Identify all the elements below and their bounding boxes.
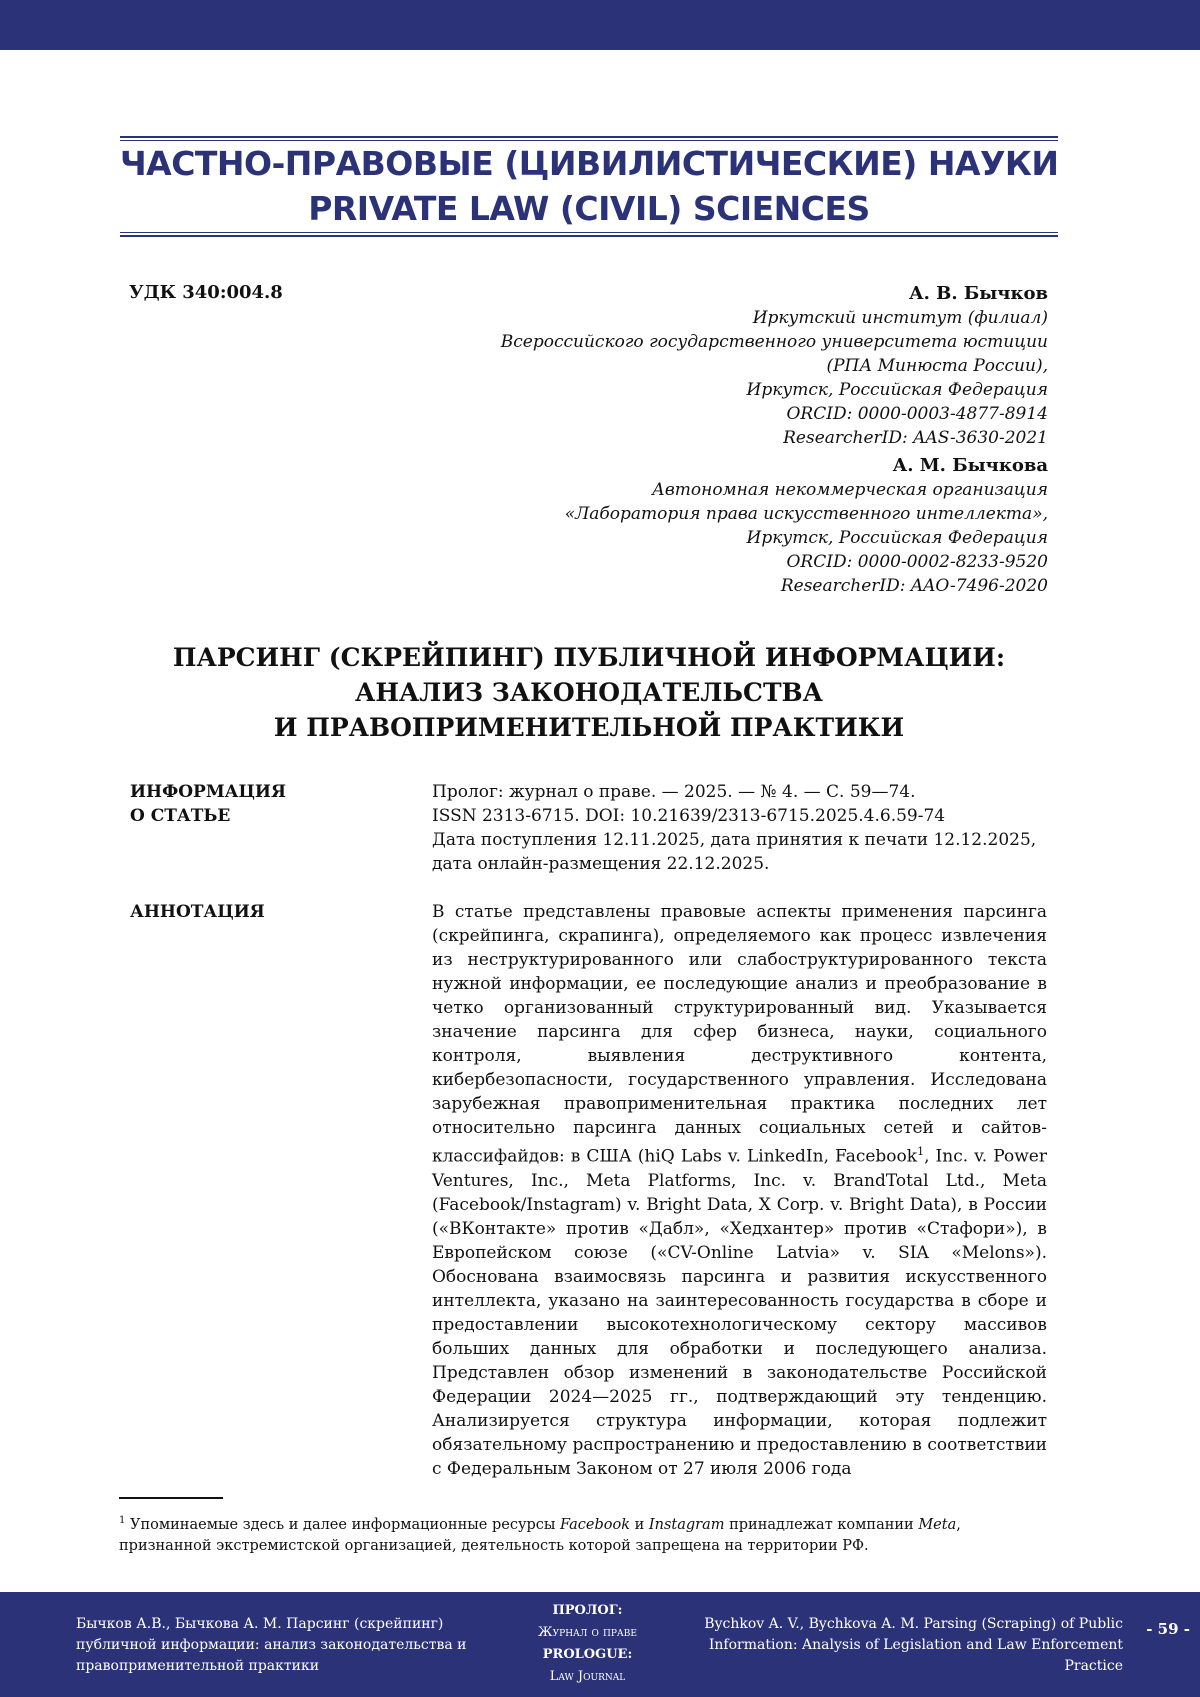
journal-title-en: PROLOGUE: bbox=[542, 1647, 633, 1662]
section-title-ru: ЧАСТНО-ПРАВОВЫЕ (ЦИВИЛИСТИЧЕСКИЕ) НАУКИ bbox=[120, 144, 1059, 183]
issn-doi-line: ISSN 2313-6715. DOI: 10.21639/2313-6715.2025.4.6.59-74 bbox=[432, 806, 946, 826]
affiliation-line: Всероссийского государственного университета юстиции bbox=[500, 332, 1048, 352]
footnote-text: принадлежат компании bbox=[724, 1516, 919, 1533]
info-label bbox=[130, 780, 286, 828]
article-title bbox=[120, 640, 1058, 745]
footnote-text: , признанной экстремистской организацией, деятельность которой запрещена на территории РФ. bbox=[119, 1516, 961, 1554]
researcher-id: ResearcherID: AAS-3630-2021 bbox=[783, 428, 1048, 448]
affiliation-line: «Лаборатория права искусственного интеллекта», bbox=[564, 504, 1048, 524]
section-header bbox=[120, 136, 1058, 238]
footnote-mark: 1 bbox=[119, 1515, 126, 1526]
dates-line: дата онлайн-размещения 22.12.2025. bbox=[432, 854, 770, 874]
footnote-text: Упоминаемые здесь и далее информационные ресурсы bbox=[125, 1516, 561, 1533]
article-title-line: ПАРСИНГ (СКРЕЙПИНГ) ПУБЛИЧНОЙ ИНФОРМАЦИИ: bbox=[172, 643, 1006, 672]
dates-line: Дата поступления 12.11.2025, дата принятия к печати 12.12.2025, bbox=[432, 830, 1037, 850]
info-label-line: О СТАТЬЕ bbox=[130, 806, 231, 826]
footnote-ref[interactable]: 1 bbox=[917, 1145, 925, 1158]
article-info bbox=[432, 780, 1047, 876]
abstract-text bbox=[432, 900, 1047, 1481]
affiliation-line: Иркутск, Российская Федерация bbox=[746, 380, 1048, 400]
footnote-separator bbox=[119, 1497, 223, 1499]
footnote bbox=[119, 1510, 1057, 1557]
header-rule-top-thin bbox=[120, 140, 1058, 141]
abstract-label: АННОТАЦИЯ bbox=[130, 902, 265, 922]
abstract-part: В статье представлены правовые аспекты применения парсинга (скрейпинга, скрапинга), определяемого как процесс извлечения из неструктурированного или слабоструктурированного текста нужной информации, ее последующие анализ и преобразование в четко организованный структурированный вид. Указывается значение парсинга для сфер бизнеса, науки, социального контроля, выявления деструктивного контента, кибербезопасности, государственного управления. Исследована зарубежная правоприменительная практика последних лет относительно парсинга данных социальных сетей и сайтов-классифайдов: в США (hiQ Labs v. LinkedIn, Facebook bbox=[432, 902, 1047, 1167]
journal-subtitle-en: Law Journal bbox=[549, 1669, 626, 1684]
footnote-brand: Facebook bbox=[560, 1516, 630, 1533]
affiliation-line: Автономная некоммерческая организация bbox=[652, 480, 1048, 500]
udk-code: УДК 340:004.8 bbox=[129, 282, 283, 303]
article-title-line: И ПРАВОПРИМЕНИТЕЛЬНОЙ ПРАКТИКИ bbox=[273, 713, 905, 742]
header-rule-bottom bbox=[120, 235, 1058, 237]
citation-line: Пролог: журнал о праве. — 2025. — № 4. — С. 59—74. bbox=[432, 782, 916, 802]
journal-title-ru: ПРОЛОГ: bbox=[552, 1603, 623, 1618]
author-name: А. В. Бычков bbox=[908, 283, 1048, 304]
abstract-part: , Inc. v. Power Ventures, Inc., Meta Platforms, Inc. v. BrandTotal Ltd., Meta (Facebook/Instagram) v. Bright Data, X Corp. v. Bright Data), в России («ВКонтакте» против «Дабл», «Хедхантер» против «Стафори»), в Европейском союзе («CV-Online Latvia» v. SIA «Melons»). Обоснована взаимосвязь парсинга и развития искусственного интеллекта, указано на заинтересованность государства в сборе и предоставлении высокотехнологическому сектору массивов больших данных для обработки и последующего анализа. Представлен обзор изменений в законодательстве Российской Федерации 2024—2025 гг., подтверждающий эту тенденцию. Анализируется структура информации, которая подлежит обязательному распространению и предоставлению в соответствии с Федеральным Законом от 27 июля 2006 года bbox=[432, 1146, 1047, 1479]
article-title-line: АНАЛИЗ ЗАКОНОДАТЕЛЬСТВА bbox=[354, 678, 824, 707]
footnote-brand: Instagram bbox=[648, 1516, 725, 1533]
author-name: А. М. Бычкова bbox=[892, 455, 1048, 476]
section-title-en: PRIVATE LAW (CIVIL) SCIENCES bbox=[308, 189, 870, 228]
info-label-line: ИНФОРМАЦИЯ bbox=[130, 782, 286, 802]
top-color-band bbox=[0, 0, 1200, 50]
footer-journal-name bbox=[505, 1600, 670, 1688]
header-rule-bottom-thin bbox=[120, 232, 1058, 233]
footer-citation-en: Bychkov A. V., Bychkova A. M. Parsing (Scraping) of Public Information: Analysis of Legislation and Law Enforcement Practice bbox=[704, 1616, 1123, 1674]
affiliation-line: Иркутск, Российская Федерация bbox=[746, 528, 1048, 548]
footnote-brand: Meta bbox=[918, 1516, 957, 1533]
authors-block bbox=[428, 282, 1048, 598]
footer-citation-ru: Бычков А.В., Бычкова А. М. Парсинг (скрейпинг) публичной информации: анализ законодательства и правоприменительной практики bbox=[76, 1616, 467, 1674]
header-rule-top bbox=[120, 136, 1058, 138]
orcid: ORCID: 0000-0003-4877-8914 bbox=[786, 404, 1048, 424]
researcher-id: ResearcherID: AAO-7496-2020 bbox=[780, 576, 1048, 596]
orcid: ORCID: 0000-0002-8233-9520 bbox=[786, 552, 1048, 572]
affiliation-line: (РПА Минюста России), bbox=[826, 356, 1048, 376]
affiliation-line: Иркутский институт (филиал) bbox=[752, 308, 1048, 328]
journal-subtitle-ru: Журнал о праве bbox=[538, 1625, 637, 1640]
page-number: - 59 - bbox=[1146, 1620, 1190, 1638]
page-footer bbox=[0, 1592, 1200, 1697]
footnote-text: и bbox=[629, 1516, 649, 1533]
